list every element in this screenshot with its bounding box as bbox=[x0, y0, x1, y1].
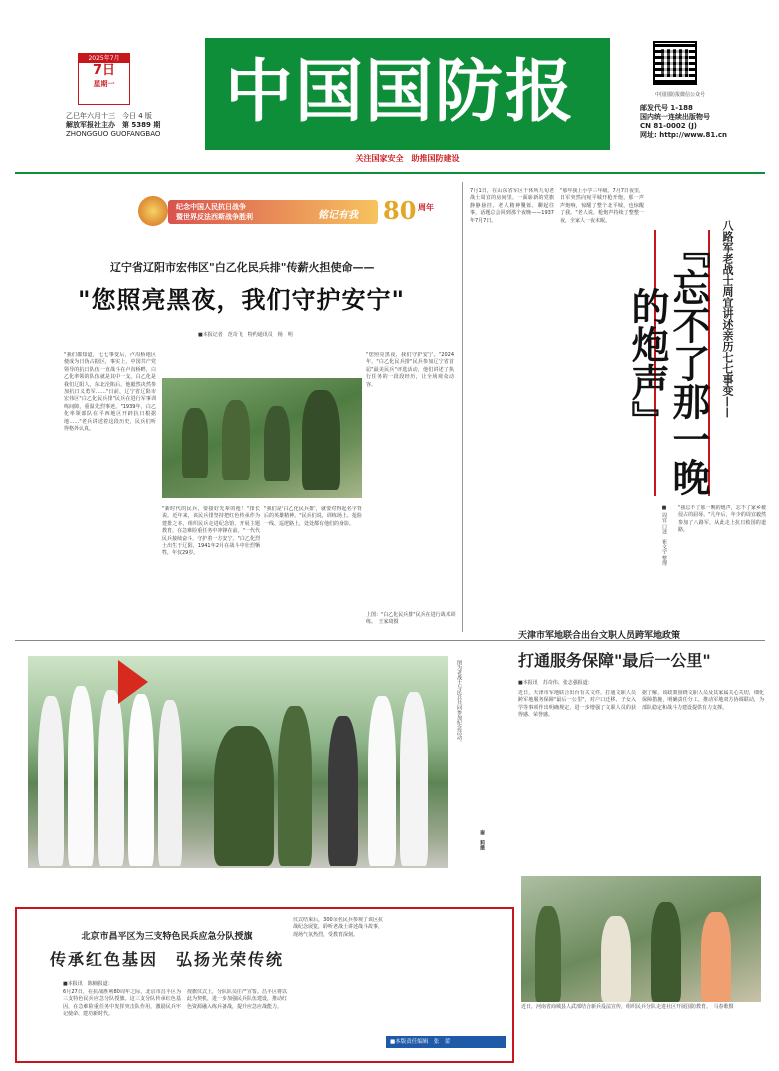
banner-line1: 纪念中国人民抗日战争 bbox=[176, 203, 246, 211]
date-weekday: 星期一 bbox=[93, 80, 115, 88]
feature-column: "那年我上小学三年级。7月7日夜里，日军突然向宛平城开枪开炮，那一声声炮响，惊醒了整个北平城，也惊醒了我。"老人说，枪炮声持续了整整一夜，全家人一夜未眠。 bbox=[560, 188, 644, 224]
emblem-icon bbox=[138, 196, 168, 226]
qr-code-icon bbox=[653, 41, 697, 85]
story1-column: "新时代的民兵，要接好先辈的枪！"排长说。近年来，该民兵排坚持把红色传承作为建排之本，组织民兵走进纪念馆、开展主题教育，在急难险重任务中冲锋在前。"一代代民兵接续奋斗，守护着一方安宁。"白乙化烈士出生于辽阳，1941年2月在战斗中壮烈牺牲，年仅29岁。 bbox=[162, 506, 260, 557]
story2-subhead: 天津市军地联合出台文职人员跨军地政策 bbox=[518, 631, 681, 641]
qr-caption: 中国国防报微信公众号 bbox=[654, 92, 705, 98]
story1-column: "我们都知道，七七事变后，卢沟桥地区便成为日伪占据区，事实上，中国共产党领导的抗日队伍一直战斗在卢沟桥畔，白乙化率领的队伍就是其中一支。白乙化是我们辽阳人，东北沦陷后，他毅然决然参加抗日义勇军……"日前，辽宁省辽阳市宏伟区"白乙化民兵排"民兵在进行军事训练间隙，重温先烈事迹。"1939年，白乙化率领部队在平西地区开辟抗日根据地……"老兵讲述着这段历史，民兵们听得格外认真。 bbox=[64, 352, 156, 433]
editor-tag: ■本版责任编辑 张 蕾 bbox=[386, 1036, 506, 1048]
banner-suffix: 周年 bbox=[418, 203, 434, 212]
masthead-info bbox=[66, 112, 196, 139]
masthead-logo bbox=[205, 38, 610, 158]
story3-headline: 传承红色基因 弘扬光荣传统 bbox=[49, 950, 284, 969]
date-day: 7日 bbox=[92, 63, 116, 78]
story2-photo-caption: 近日，河南省商城县人武部结合新兵役法宣传，组织民兵分队走进社区开展国防教育。 马春歌摄 bbox=[521, 1004, 734, 1010]
story2-column: 近日，天津市军地联合出台有关文件，打通文职人员跨军地服务保障"最后一公里"，对户口迁移、子女入学等事项作出明确规定，进一步增强了文职人员的获得感、荣誉感。 bbox=[518, 690, 636, 719]
feature-vertical-title: 『忘不了那一晚的炮声』 bbox=[625, 230, 710, 496]
ceremony-photo-credit: 秦 莉摄 bbox=[479, 830, 485, 850]
story2-headline: 打通服务保障"最后一公里" bbox=[518, 651, 711, 670]
cn-code-label: 国内统一连续出版物号 bbox=[640, 113, 710, 121]
ceremony-photo-caption: 图为老战士与民兵共同参加纪念活动。 bbox=[456, 660, 462, 745]
pinyin-title: ZHONGGUO GUOFANGBAO bbox=[66, 130, 161, 138]
slogan-bar: 关注国家安全 助推国防建设 bbox=[205, 150, 610, 167]
story2-photo bbox=[521, 876, 761, 1002]
story3-column: 仪式结束后，300余名民兵参观了该区抗战纪念展览，聆听老战士讲述战斗故事，现场气氛热烈，受教育深刻。 bbox=[293, 917, 383, 938]
feature-column: "我忘不了那一晚的炮声，忘不了家乡被侵占的屈辱。"几年后，年少的周宜毅然参加了八路军，从此走上抗日救国的道路。 bbox=[678, 505, 766, 534]
lunar-date: 乙巳年六月十三 bbox=[66, 112, 115, 120]
postal-code: 邮发代号 1-188 bbox=[640, 104, 693, 112]
feature-vertical-subtitle: 八路军老战士周宜讲述亲历七七事变—— bbox=[721, 220, 734, 418]
date-box bbox=[78, 53, 130, 105]
newspaper-logo: 中国国防报 bbox=[225, 52, 576, 132]
story2-column: 据了解，该政策围绕文职人员及其家属关心关切，细化保障措施，明确责任分工，推动军地双方协调联动，为部队稳定和战斗力建设提供有力支撑。 bbox=[642, 690, 764, 711]
publication-codes bbox=[640, 104, 770, 140]
story1-headline: "您照亮黑夜，我们守护安宁" bbox=[78, 286, 406, 314]
page-count: 今日 4 版 bbox=[122, 112, 152, 120]
anniversary-banner bbox=[138, 196, 458, 228]
story1-byline: ■本报记者 范奇飞 特约通讯员 杨 明 bbox=[198, 332, 293, 338]
masthead-rule bbox=[15, 172, 765, 174]
date-year-month: 2025年7月 bbox=[79, 54, 129, 63]
story3-byline: ■本报讯 陈楠报道： bbox=[63, 981, 113, 987]
story1-photo bbox=[162, 378, 362, 498]
column-divider bbox=[462, 182, 463, 632]
banner-line2: 暨世界反法西斯战争胜利 bbox=[176, 213, 253, 221]
issue-number: 第 5389 期 bbox=[122, 121, 161, 129]
feature-byline: ■ 周宜 口述 崔文宇 整理 bbox=[661, 505, 667, 566]
ceremony-photo bbox=[28, 656, 448, 868]
cn-number: CN 81-0002 (J) bbox=[640, 122, 698, 130]
story1-column: "我们是'白乙化民兵排'，就要对得起名字背后的英雄精神。"民兵们说，训练场上、抢险一线、巡逻路上，处处都有他们的身影。 bbox=[264, 506, 362, 527]
website: 网址: http://www.81.cn bbox=[640, 131, 727, 139]
story3-column: 6月27日，在抗战胜利80周年之际，北京市昌平区为三支特色民兵应急分队授旗。这三支分队传承红色基因，在急难险重任务中发挥突击队作用，激励民兵牢记使命、建功新时代。 bbox=[63, 989, 181, 1018]
story3-column: 授旗仪式上，分队队员庄严宣誓。昌平区将以此为契机，进一步加强民兵队伍建设，推动红色资源融入练兵备战，提升应急应战能力。 bbox=[187, 989, 287, 1010]
story2-byline: ■本报讯 苏奇伟、张志强报道： bbox=[518, 680, 593, 686]
sponsor: 解放军报社主办 bbox=[66, 121, 115, 129]
story1-column: "您照亮黑夜，我们守护安宁。"2024年，"白乙化民兵排"民兵参加辽宁省首届"最美民兵"评选活动，他们讲述了执行任务的一段段经历，让全场观众动容。 bbox=[366, 352, 454, 388]
banner-ribbon bbox=[168, 200, 378, 224]
story1-subhead: 辽宁省辽阳市宏伟区"白乙化民兵排"传薪火担使命—— bbox=[110, 261, 375, 274]
feature-column: 7月1日，在山东省军区干休所九旬老战士周宜的房间里，一面崭新的党旗静静悬挂。老人精神矍铄，聊起往事，话题总会回到那个夜晚——1937年7月7日。 bbox=[470, 188, 554, 224]
story1-photo-caption: 上图："白乙化民兵排"民兵在进行战术训练。 王家琦摄 bbox=[366, 612, 456, 625]
banner-number: 80 bbox=[383, 196, 417, 225]
story3-subhead: 北京市昌平区为三支特色民兵应急分队授旗 bbox=[81, 932, 253, 942]
banner-tagline: 铭记有我 bbox=[318, 210, 358, 221]
